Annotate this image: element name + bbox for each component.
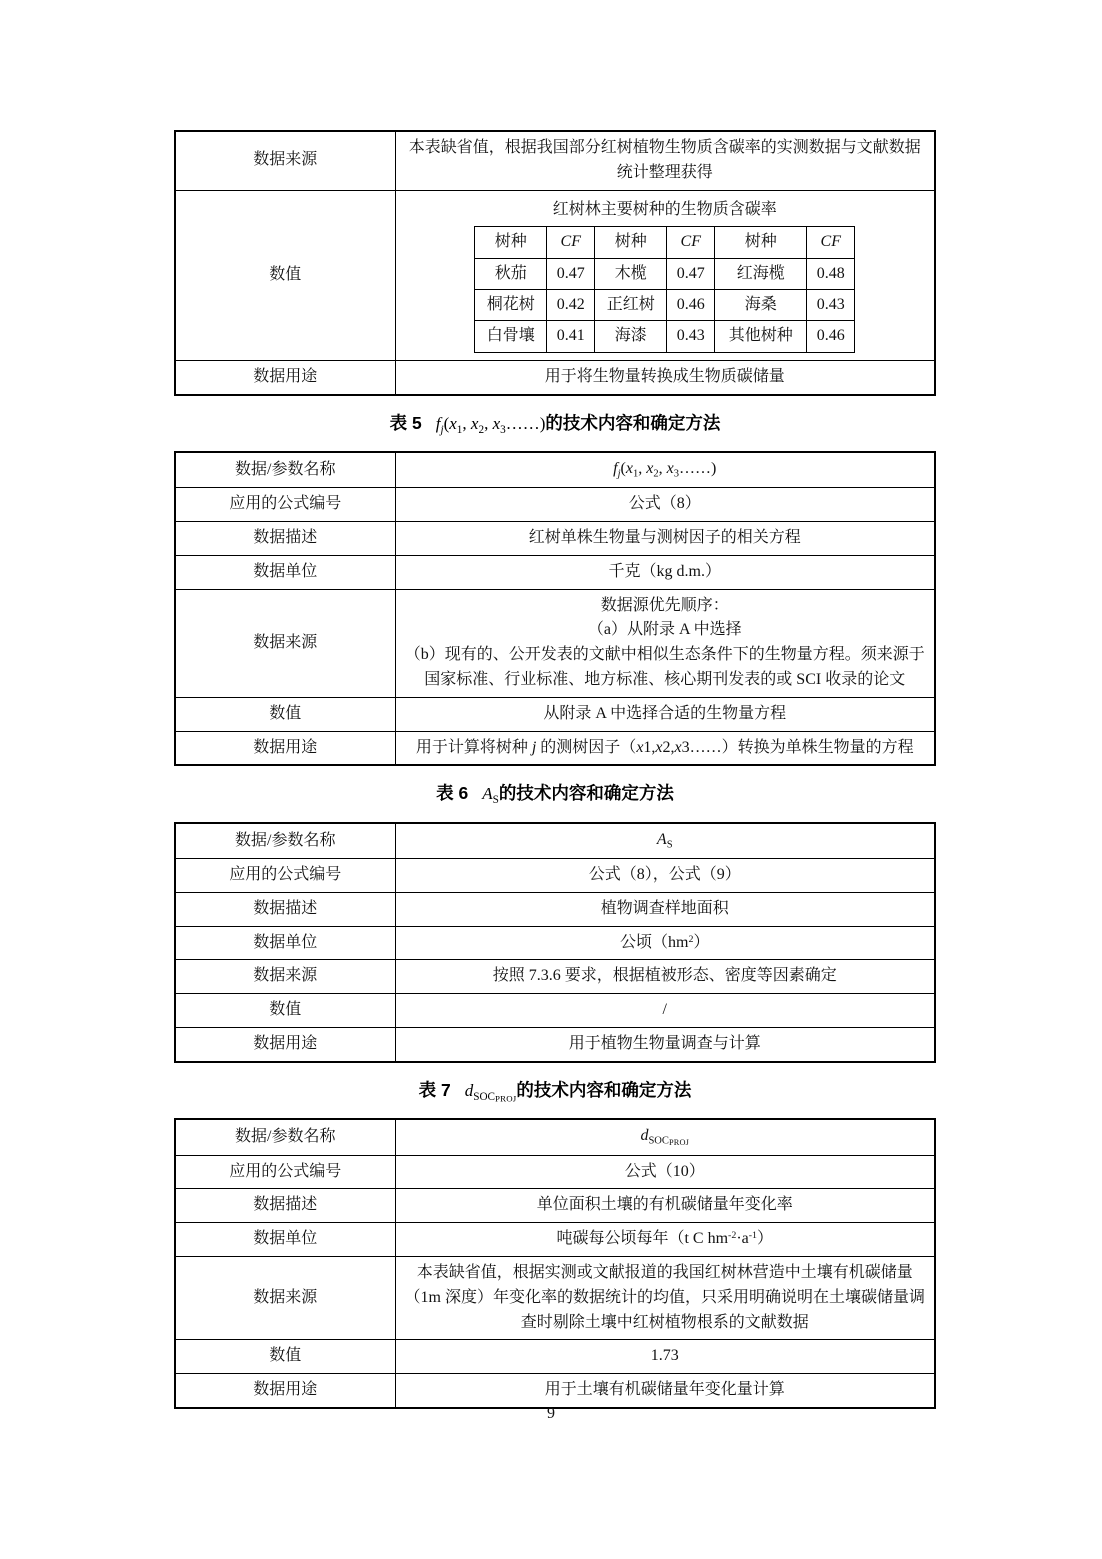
- t6-unit-value: 公顷$(hm^2)$: [395, 926, 935, 960]
- table-row: [175, 522, 935, 556]
- t6-source-value: 按照 7.3.6 要求，根据植被形态、密度等因素确定: [395, 960, 935, 994]
- cf-species: 红海榄: [715, 258, 807, 289]
- table-row: [175, 589, 935, 697]
- t5-unit-value: 千克（kg d.m.）: [395, 555, 935, 589]
- table-row: [175, 892, 935, 926]
- t5-formula-value: 公式（8）: [395, 488, 935, 522]
- table-row: [175, 960, 935, 994]
- table-row: [175, 926, 935, 960]
- table-row: [175, 994, 935, 1028]
- cf-header-cf: CF: [667, 227, 715, 258]
- table-row: [175, 823, 935, 859]
- cf-header-row: [475, 227, 855, 258]
- row-label-name: 数据/参数名称: [175, 823, 395, 859]
- row-label-usage: 数据用途: [175, 360, 395, 394]
- table-row: [175, 731, 935, 765]
- t5-source-value: [395, 589, 935, 697]
- row-label-unit: 数据单位: [175, 1223, 395, 1257]
- cf-header-species: 树种: [475, 227, 547, 258]
- cf-values-table: [474, 226, 855, 353]
- t7-value-value: 1.73: [395, 1340, 935, 1374]
- cf-value: 0.46: [807, 321, 855, 352]
- row-label-source: 数据来源: [175, 1256, 395, 1339]
- table7: [174, 1118, 936, 1408]
- row-label-value: 数值: [175, 1340, 395, 1374]
- cf-data-row: [475, 258, 855, 289]
- table-row: [175, 452, 935, 488]
- t7-formula-value: 公式（10）: [395, 1155, 935, 1189]
- table7-caption-text: 的技术内容和确定方法: [516, 1079, 692, 1100]
- row-label-formula-no: 应用的公式编号: [175, 859, 395, 893]
- cf-species: 白骨壤: [475, 321, 547, 352]
- table6-caption-text: 的技术内容和确定方法: [498, 783, 674, 804]
- row-label-usage: 数据用途: [175, 1028, 395, 1062]
- table-row: [175, 697, 935, 731]
- table5-caption-formula: $f_j(x_1$, $x_2$, $x_3\dots\dots$): [435, 413, 546, 436]
- row-label-usage: 数据用途: [175, 731, 395, 765]
- table5-caption-number: 表 5: [389, 412, 422, 433]
- row-label-unit: 数据单位: [175, 926, 395, 960]
- table-row: [175, 1374, 935, 1408]
- row-label-desc: 数据描述: [175, 1189, 395, 1223]
- cf-value: 0.42: [547, 289, 595, 320]
- cf-species: 正红树: [595, 289, 667, 320]
- t5-source-line2: （a）从附录 A 中选择: [587, 621, 742, 639]
- row-label-value: 数值: [175, 994, 395, 1028]
- cf-header-species: 树种: [715, 227, 807, 258]
- table-row: [175, 488, 935, 522]
- table5-caption-text: 的技术内容和确定方法: [545, 412, 721, 433]
- cf-species: 木榄: [595, 258, 667, 289]
- t5-name-value: $f_j(x_1$, $x_2$, $x_3\dots\dots$): [395, 452, 935, 488]
- row-label-formula-no: 应用的公式编号: [175, 488, 395, 522]
- row-label-source: 数据来源: [175, 960, 395, 994]
- table-row: [175, 1256, 935, 1339]
- cf-value: 0.47: [667, 258, 715, 289]
- table6-caption-formula: $A_S$: [482, 784, 499, 807]
- cf-header-species: 树种: [595, 227, 667, 258]
- table-row: [175, 131, 935, 190]
- table7-caption-formula: $d_{SOCPROJ}$: [464, 1080, 517, 1104]
- cf-usage-text: 用于将生物量转换成生物质碳储量: [395, 360, 935, 394]
- page-number: 9: [547, 1405, 555, 1422]
- t6-formula-value: 公式（8），公式（9）: [395, 859, 935, 893]
- t5-usage-value: 用于计算将树种 j 的测树因子（x1,x2,x3……）转换为单株生物量的方程: [395, 731, 935, 765]
- cf-value: 0.41: [547, 321, 595, 352]
- row-label-value: 数值: [175, 697, 395, 731]
- table-row: [175, 1119, 935, 1155]
- row-label-value: 数值: [175, 190, 395, 360]
- table-row: [175, 1028, 935, 1062]
- cf-species: 其他树种: [715, 321, 807, 352]
- table5: [174, 451, 936, 766]
- t7-unit-value: 吨碳每公顷每年（t C $hm^{-2}\cdot a^{-1}$）: [395, 1223, 935, 1257]
- row-label-name: 数据/参数名称: [175, 1119, 395, 1155]
- table5-caption: [174, 411, 936, 439]
- cf-species: 海桑: [715, 289, 807, 320]
- cf-species: 秋茄: [475, 258, 547, 289]
- row-label-unit: 数据单位: [175, 555, 395, 589]
- row-label-source: 数据来源: [175, 131, 395, 190]
- table6: [174, 822, 936, 1063]
- cf-value: 0.43: [667, 321, 715, 352]
- t7-usage-value: 用于土壤有机碳储量年变化量计算: [395, 1374, 935, 1408]
- t5-value-value: 从附录 A 中选择合适的生物量方程: [395, 697, 935, 731]
- cf-value-cell: [395, 190, 935, 360]
- t5-desc-value: 红树单株生物量与测树因子的相关方程: [395, 522, 935, 556]
- table-row: [175, 360, 935, 394]
- cf-data-row: [475, 289, 855, 320]
- cf-value: 0.48: [807, 258, 855, 289]
- table-row: [175, 1189, 935, 1223]
- table-cf-continued: [174, 130, 936, 396]
- table6-caption: [174, 781, 936, 809]
- cf-value: 0.43: [807, 289, 855, 320]
- table7-caption-number: 表 7: [418, 1079, 451, 1100]
- t6-value-value: /: [395, 994, 935, 1028]
- cf-table-caption: 红树林主要树种的生物质含碳率: [552, 200, 777, 218]
- row-label-desc: 数据描述: [175, 522, 395, 556]
- cf-header-cf: CF: [547, 227, 595, 258]
- cf-value: 0.47: [547, 258, 595, 289]
- cf-data-row: [475, 321, 855, 352]
- t6-desc-value: 植物调查样地面积: [395, 892, 935, 926]
- row-label-desc: 数据描述: [175, 892, 395, 926]
- cf-species: 桐花树: [475, 289, 547, 320]
- row-label-source: 数据来源: [175, 589, 395, 697]
- table-row: [175, 859, 935, 893]
- t7-desc-value: 单位面积土壤的有机碳储量年变化率: [395, 1189, 935, 1223]
- t5-source-line3: （b）现有的、公开发表的文献中相似生态条件下的生物量方程。须来源于国家标准、行业标准、地方标准、核心期刊发表的或 SCI 收录的论文: [404, 646, 925, 688]
- t5-source-line1: 数据源优先顺序：: [600, 596, 729, 614]
- row-label-name: 数据/参数名称: [175, 452, 395, 488]
- cf-source-text: 本表缺省值，根据我国部分红树植物生物质含碳率的实测数据与文献数据统计整理获得: [395, 131, 935, 190]
- page-content: [174, 130, 936, 1409]
- table-row: [175, 555, 935, 589]
- table7-caption: [174, 1078, 936, 1106]
- t6-name-value: $A_S$: [395, 823, 935, 859]
- t6-usage-value: 用于植物生物量调查与计算: [395, 1028, 935, 1062]
- table-row: [175, 1155, 935, 1189]
- cf-header-cf: CF: [807, 227, 855, 258]
- cf-species: 海漆: [595, 321, 667, 352]
- table-row: [175, 190, 935, 360]
- t7-name-value: $d_{SOCPROJ}$: [395, 1119, 935, 1155]
- row-label-formula-no: 应用的公式编号: [175, 1155, 395, 1189]
- row-label-usage: 数据用途: [175, 1374, 395, 1408]
- t7-source-value: 本表缺省值，根据实测或文献报道的我国红树林营造中土壤有机碳储量（1m 深度）年变化率的数据统计的均值，只采用明确说明在土壤碳储量调查时剔除土壤中红树植物根系的文献数据: [395, 1256, 935, 1339]
- table-row: [175, 1223, 935, 1257]
- table-row: [175, 1340, 935, 1374]
- table6-caption-number: 表 6: [436, 783, 469, 804]
- cf-value: 0.46: [667, 289, 715, 320]
